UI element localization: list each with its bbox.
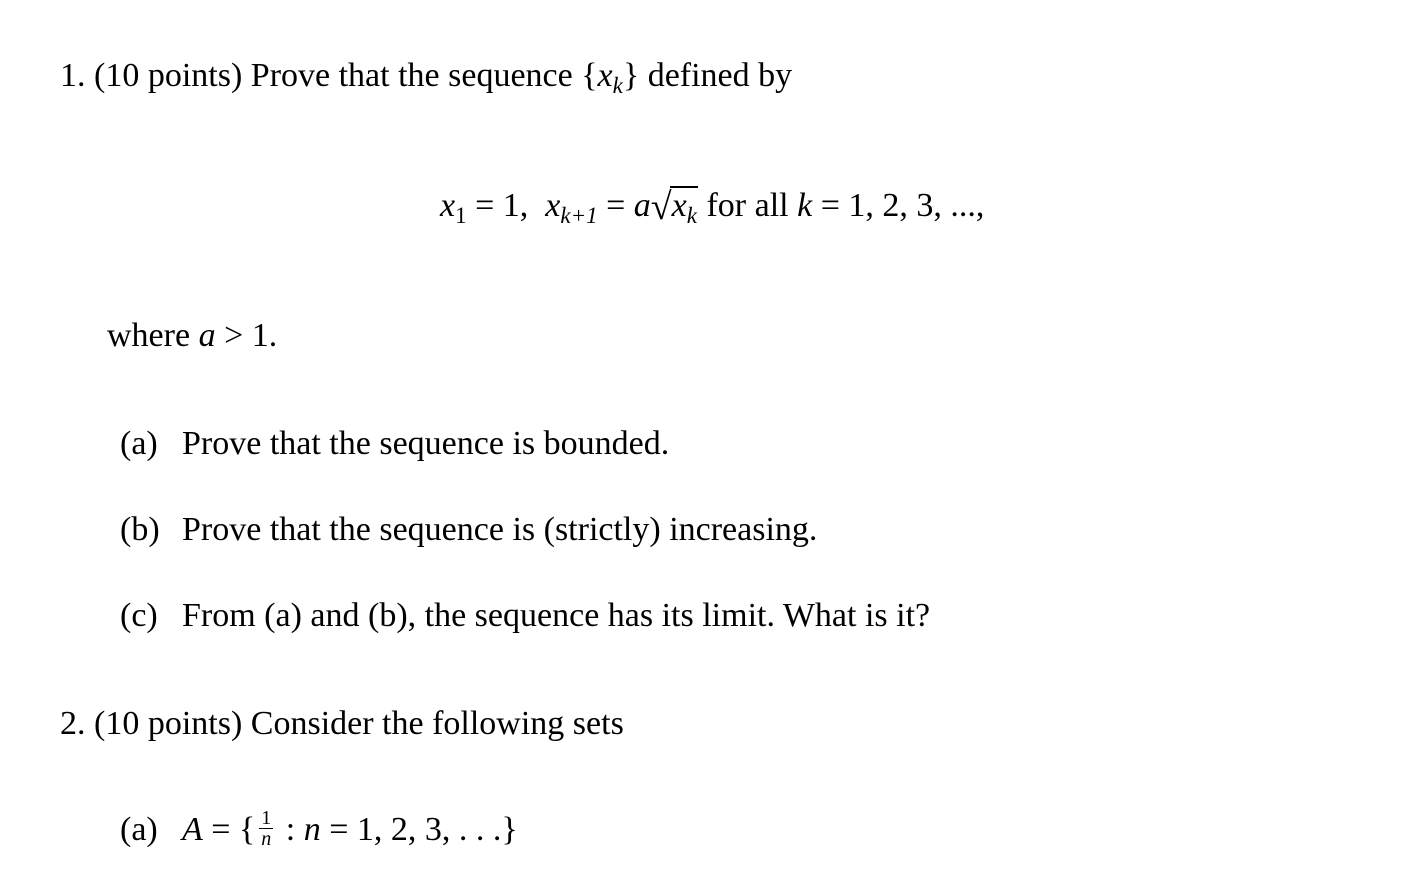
formula-rad-sub: k bbox=[686, 203, 697, 228]
set-cond-var: n bbox=[303, 811, 321, 848]
part-text: Prove that the sequence is (strictly) increasing. bbox=[182, 511, 818, 548]
sqrt-sign: √ bbox=[650, 186, 672, 228]
where-text: where bbox=[107, 317, 199, 354]
formula-for-all: for all bbox=[697, 187, 798, 224]
problem-2-heading bbox=[60, 704, 624, 744]
problem-1-intro-end: defined by bbox=[647, 57, 793, 94]
part-label: (a) bbox=[120, 811, 158, 848]
problem-1-number: 1. bbox=[60, 57, 86, 94]
set-cond: = 1, 2, 3, . . .} bbox=[320, 811, 518, 848]
formula-xk1: x bbox=[545, 187, 561, 224]
problem-2-part-a bbox=[120, 806, 518, 853]
problem-1-formula bbox=[440, 186, 984, 236]
problem-1-intro: Prove that the sequence bbox=[250, 57, 573, 94]
formula-x1: x bbox=[440, 187, 456, 224]
fraction bbox=[259, 808, 273, 849]
formula-rad-sub-wrap bbox=[687, 203, 697, 228]
formula-rad-var: x bbox=[671, 187, 687, 224]
fraction-denominator: n bbox=[261, 827, 272, 850]
set-name: A bbox=[182, 811, 203, 848]
problem-1-heading bbox=[60, 56, 792, 106]
formula-xk1-sub: k+1 bbox=[560, 203, 598, 228]
set-eq: = { bbox=[202, 811, 256, 848]
part-label: (b) bbox=[120, 511, 160, 548]
formula-x1-sub: 1 bbox=[455, 203, 467, 228]
part-text: Prove that the sequence is bounded. bbox=[182, 425, 670, 462]
formula-a: a bbox=[633, 187, 651, 224]
formula-k: k bbox=[797, 187, 813, 224]
seq-sub-k: k bbox=[612, 73, 623, 98]
formula-xk1-sub-wrap bbox=[560, 203, 597, 228]
seq-close-brace: } bbox=[622, 57, 640, 94]
problem-1-part-c bbox=[120, 596, 930, 636]
formula-eq1: = 1, bbox=[466, 187, 529, 224]
where-cond: > 1. bbox=[215, 317, 278, 354]
set-colon: : bbox=[277, 811, 304, 848]
problem-2-points: (10 points) bbox=[94, 705, 243, 742]
sqrt-body bbox=[670, 186, 698, 232]
seq-subscript bbox=[613, 73, 623, 98]
formula-eq2: = bbox=[597, 187, 634, 224]
part-label: (c) bbox=[120, 597, 158, 634]
problem-1-where bbox=[107, 316, 277, 356]
part-label: (a) bbox=[120, 425, 158, 462]
problem-1-part-b bbox=[120, 510, 817, 550]
where-var: a bbox=[198, 317, 216, 354]
formula-tail: = 1, 2, 3, ..., bbox=[812, 187, 985, 224]
problem-2-number: 2. bbox=[60, 705, 86, 742]
seq-var: x bbox=[597, 57, 613, 94]
problem-2-intro: Consider the following sets bbox=[250, 705, 624, 742]
problem-1-points: (10 points) bbox=[94, 57, 243, 94]
fraction-numerator: 1 bbox=[261, 806, 272, 829]
problem-1-part-a bbox=[120, 424, 669, 464]
sqrt-expression bbox=[651, 186, 698, 232]
seq-open-brace: { bbox=[581, 57, 598, 94]
part-text: From (a) and (b), the sequence has its limit. What is it? bbox=[182, 597, 931, 634]
